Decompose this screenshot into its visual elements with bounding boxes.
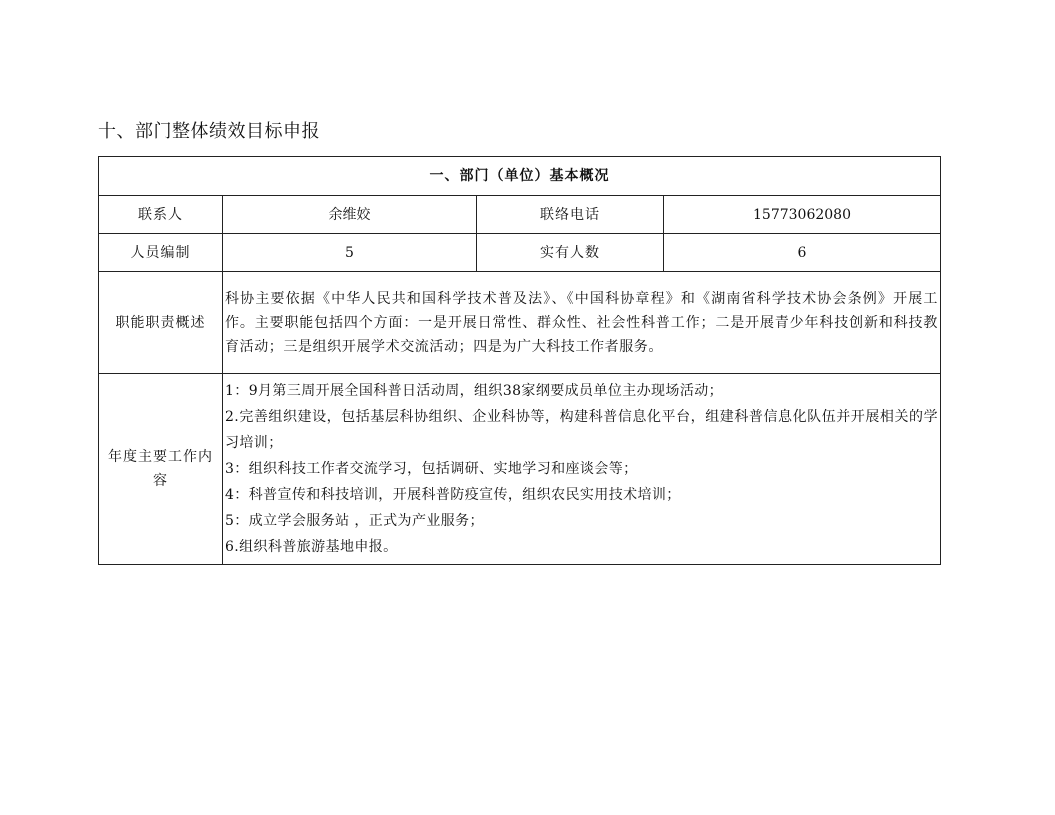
contact-value: 余维姣 xyxy=(223,196,477,234)
department-profile-table xyxy=(98,156,941,565)
list-item: 1：9月第三周开展全国科普日活动周，组织38家纲要成员单位主办现场活动； xyxy=(225,383,724,399)
staffing-value: 5 xyxy=(223,234,477,272)
list-item: 5：成立学会服务站 ，正式为产业服务； xyxy=(225,513,484,529)
table-header-row xyxy=(99,157,941,196)
staffing-label: 人员编制 xyxy=(99,234,223,272)
table-header: 一、部门（单位）基本概况 xyxy=(99,157,941,196)
table-row-contact xyxy=(99,196,941,234)
contact-label: 联系人 xyxy=(99,196,223,234)
annual-work-list xyxy=(223,374,941,565)
actual-count-label: 实有人数 xyxy=(477,234,664,272)
list-item: 2.完善组织建设，包括基层科协组织、企业科协等，构建科普信息化平台，组建科普信息化队伍并开展相关的学习培训； xyxy=(225,409,938,451)
table-row-annual-work xyxy=(99,374,941,565)
list-item: 6.组织科普旅游基地申报。 xyxy=(225,539,398,555)
table-row-staffing xyxy=(99,234,941,272)
list-item: 3：组织科技工作者交流学习，包括调研、实地学习和座谈会等； xyxy=(225,461,638,477)
section-title: 十、部门整体绩效目标申报 xyxy=(98,121,320,142)
annual-work-label: 年度主要工作内容 xyxy=(99,374,223,565)
duties-label: 职能职责概述 xyxy=(99,272,223,374)
list-item: 4：科普宣传和科技培训，开展科普防疫宣传，组织农民实用技术培训； xyxy=(225,487,681,503)
phone-label: 联络电话 xyxy=(477,196,664,234)
phone-value: 15773062080 xyxy=(664,196,941,234)
actual-count-value: 6 xyxy=(664,234,941,272)
table-row-duties xyxy=(99,272,941,374)
duties-text: 科协主要依据《中华人民共和国科学技术普及法》、《中国科协章程》和《湖南省科学技术协会条例》开展工作。主要职能包括四个方面：一是开展日常性、群众性、社会性科普工作；二是开展青少年科技创新和科技教育活动；三是组织开展学术交流活动；四是为广大科技工作者服务。 xyxy=(223,272,941,374)
